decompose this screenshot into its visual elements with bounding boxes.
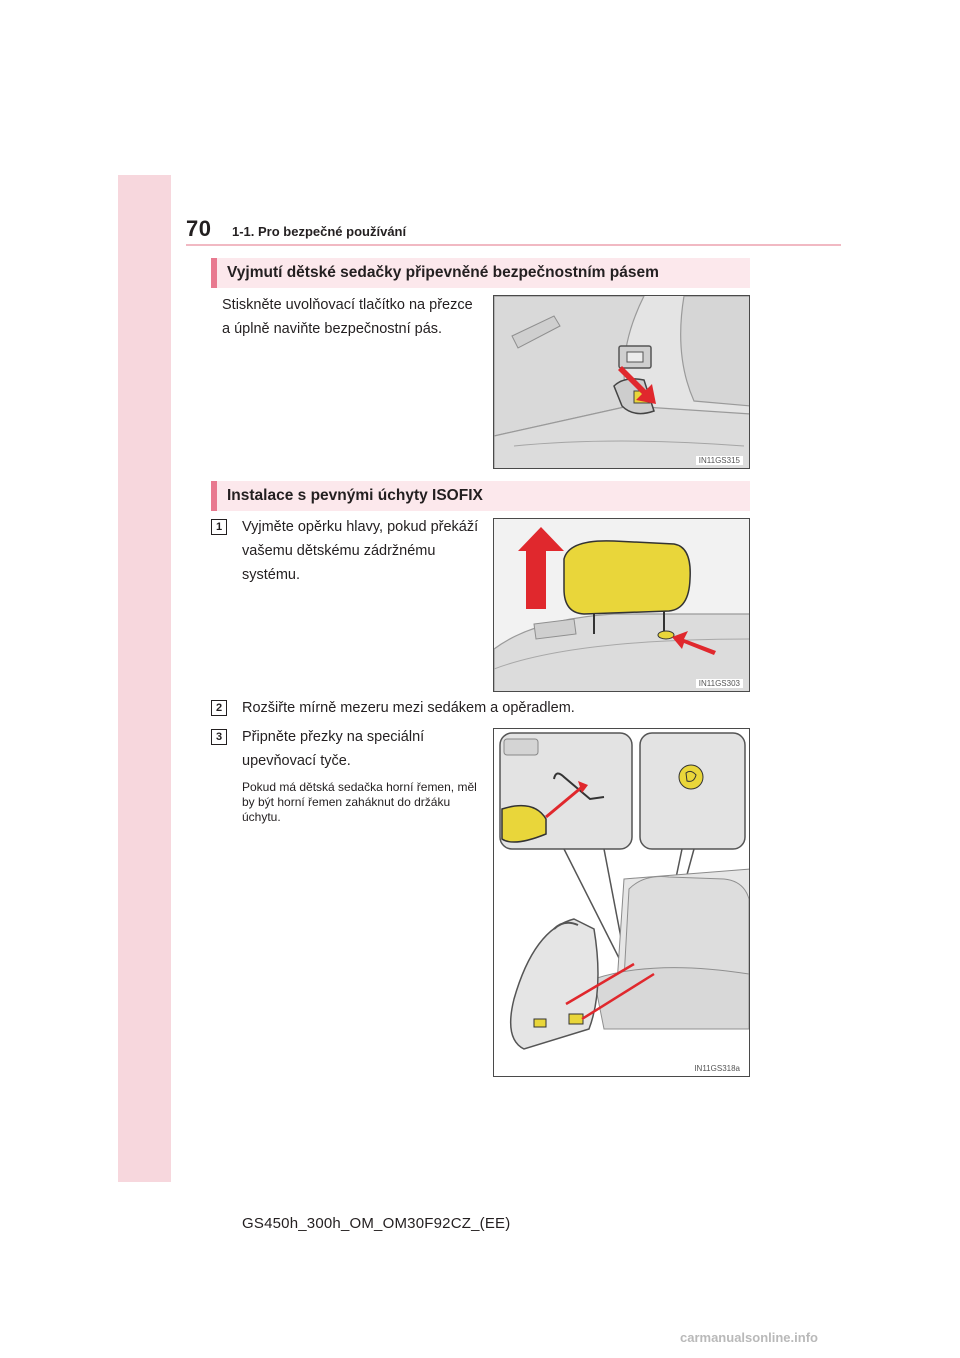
step-2-text: Rozšiřte mírně mezeru mezi sedákem a opěradlem. [242, 700, 575, 716]
page-number: 70 [186, 216, 212, 241]
figure-isofix-anchors [493, 728, 750, 1077]
section-title: 1-1. Pro bezpečné používání [232, 224, 407, 239]
figure-code: IN11GS303 [696, 679, 743, 688]
figure-code: IN11GS315 [696, 456, 743, 465]
step-number-2: 2 [211, 700, 227, 716]
figure-headrest-removal [493, 518, 750, 692]
step-number-1: 1 [211, 519, 227, 535]
step-1-text: Vyjměte opěrku hlavy, pokud překáží vašemu dětskému zádržnému systému. [242, 519, 479, 583]
figure-code: IN11GS318a [691, 1064, 743, 1073]
side-tab [118, 175, 171, 1182]
paragraph-release-buckle: Stiskněte uvolňovací tlačítko na přezce a úplně naviňte bezpečnostní pás. [222, 297, 473, 337]
step-number-3: 3 [211, 729, 227, 745]
header-rule [186, 244, 841, 246]
isofix-illustration [494, 729, 750, 1077]
step-3-note: Pokud má dětská sedačka horní řemen, měl by být horní řemen zaháknut do držáku úchytu. [242, 780, 477, 824]
seatbelt-buckle-illustration [494, 296, 750, 469]
footer-document-code: GS450h_300h_OM_OM30F92CZ_(EE) [242, 1215, 511, 1232]
figure-seatbelt-buckle [493, 295, 750, 469]
heading-remove-child-seat: Vyjmutí dětské sedačky připevněné bezpečnostním pásem [211, 258, 750, 288]
watermark[interactable]: carmanualsonline.info [680, 1330, 818, 1345]
heading-isofix-install: Instalace s pevnými úchyty ISOFIX [211, 481, 750, 511]
headrest-illustration [494, 519, 750, 692]
step-3-text: Připněte přezky na speciální upevňovací tyče. [242, 729, 425, 769]
